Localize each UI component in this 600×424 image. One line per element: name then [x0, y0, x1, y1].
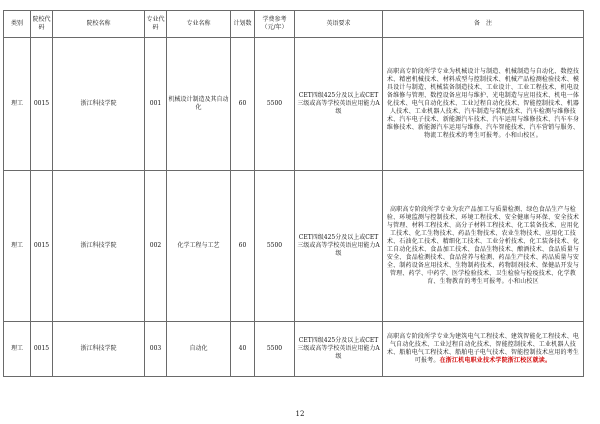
cell-category: 理工 — [4, 38, 31, 171]
table-header-row — [4, 11, 584, 38]
header-school-code: 院校代码 — [31, 11, 53, 38]
cell-school-name: 浙江科技学院 — [53, 171, 145, 322]
cell-major-name: 机械设计制造及其自动化 — [167, 38, 231, 171]
header-notes: 备 注 — [383, 11, 584, 38]
cell-notes — [383, 38, 584, 171]
cell-plan-count: 60 — [231, 171, 255, 322]
notes-highlight: 在浙江机电职业技术学院浙江校区就读。 — [439, 357, 552, 365]
header-english-req: 英语要求 — [295, 11, 383, 38]
cell-notes — [383, 171, 584, 322]
cell-major-name: 自动化 — [167, 322, 231, 377]
cell-plan-count: 40 — [231, 322, 255, 377]
notes-text: 高职高专阶段所学专业为机械设计与制造、机械制造与自动化、数控技术、精密机械技术、材料成型与控制技术、机械产品检测检验技术、模具设计与制造、机械装备制造技术、工业设计、工业工程技术、机电设备维修与管理、数控设备应用与维护、光电制造与应用技术、机电一体化技术、电气自动化技术、工业过程自动化技术、智能控制技术、机器人技术、工业机器人技术、汽车制造与装配技术、汽车检测与维修技术、汽车电子技术、新能源汽车技术、汽车运用与维修技术、汽车车身维修技术、新能源汽车运用与维修、汽车智能技术、汽车营销与服务、物流工程技术的考生可报考。小和山校区。 — [386, 67, 580, 140]
cell-major-name: 化学工程与工艺 — [167, 171, 231, 322]
cell-category: 理工 — [4, 171, 31, 322]
cell-english-req: CET四级425分及以上或CET三级或高等学校英语应用能力A级 — [295, 38, 383, 171]
cell-school-code: 0015 — [31, 322, 53, 377]
header-major-name: 专业名称 — [167, 11, 231, 38]
cell-category: 理工 — [4, 322, 31, 377]
notes-text: 高职高专阶段所学专业为农产品加工与质量检测、绿色食品生产与检验、环境监测与控制技术、环境工程技术、安全健康与环保、安全技术与管理、材料工程技术、高分子材料工程技术、化工装备技术、应用化工技术、化工生物技术、药品生物技术、农业生物技术、应用化工技术、石油化工技术、精细化工技术、工业分析技术、化工装备技术、化工自动化技术、食品加工技术、食品生物技术、酿酒技术、食品质量与安全、食品检测技术、食品营养与检测、药品生产技术、药品质量与安全、制药设备应用技术、生物制药技术、药物制剂技术、保健品开发与管理、药学、中药学、医学检验技术、卫生检验与检疫技术、化学教育、生物教育的考生可报考。小和山校区 — [386, 205, 580, 286]
cell-major-code: 003 — [145, 322, 167, 377]
cell-school-name: 浙江科技学院 — [53, 322, 145, 377]
cell-school-code: 0015 — [31, 171, 53, 322]
cell-major-code: 001 — [145, 38, 167, 171]
notes-text: 高职高专阶段所学专业为建筑电气工程技术、建筑智能化工程技术、电气自动化技术、工业过程自动化技术、智能控制技术、工业机器人技术、船舶电气工程技术、船舶电子电气技术、智能控制技术应用的考生可报考。 — [386, 332, 580, 365]
table-row — [4, 171, 584, 322]
header-category: 类别 — [4, 11, 31, 38]
table-row — [4, 38, 584, 171]
cell-tuition: 5500 — [255, 171, 295, 322]
cell-english-req: CET四级425分及以上或CET三级或高等学校英语应用能力A级 — [295, 171, 383, 322]
cell-school-name: 浙江科技学院 — [53, 38, 145, 171]
header-tuition: 学费参考（元/年） — [255, 11, 295, 38]
header-plan-count: 计划数 — [231, 11, 255, 38]
table-row — [4, 322, 584, 377]
cell-tuition: 5500 — [255, 322, 295, 377]
header-school-name: 院校名称 — [53, 11, 145, 38]
cell-school-code: 0015 — [31, 38, 53, 171]
header-major-code: 专业代码 — [145, 11, 167, 38]
cell-plan-count: 60 — [231, 38, 255, 171]
page-number: 12 — [295, 410, 305, 418]
cell-major-code: 002 — [145, 171, 167, 322]
cell-tuition: 5500 — [255, 38, 295, 171]
cell-english-req: CET四级425分及以上或CET三级或高等学校英语应用能力A级 — [295, 322, 383, 377]
cell-notes — [383, 322, 584, 377]
admission-plan-table — [3, 10, 584, 377]
